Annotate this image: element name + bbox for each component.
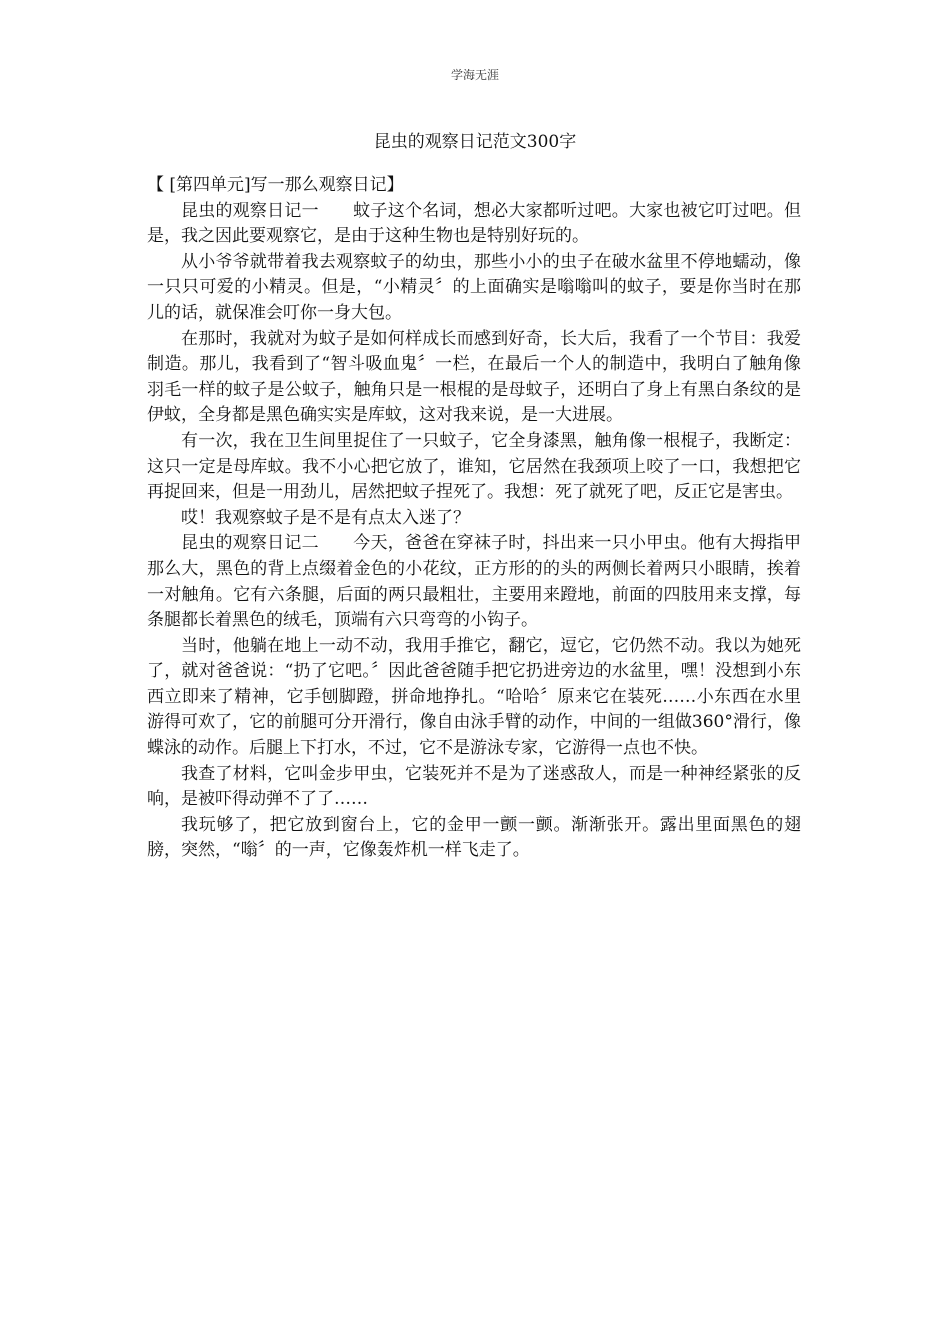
document-title: 昆虫的观察日记范文300字 [373,132,577,152]
paragraph: 当时，他躺在地上一动不动，我用手推它，翻它，逗它，它仍然不动。我以为她死了，就对爸爸说：“扔了它吧。〞因此爸爸随手把它扔进旁边的水盆里，嘿！没想到小东西立即来了精神，它手刨脚蹬，拼命地挣扎。“哈哈〞原来它在装死……小东西在水里游得可欢了，它的前腿可分开滑行，像自由泳手臂的动作，中间的一组做360°滑行，像蝶泳的动作。后腿上下打水，不过，它不是游泳专家，它游得一点也不快。 [147,635,801,759]
paragraph: 昆虫的观察日记一 蚊子这个名词，想必大家都听过吧。大家也被它叮过吧。但是，我之因此要观察它，是由于这种生物也是特别好玩的。 [147,200,801,247]
paragraph: 我玩够了，把它放到窗台上，它的金甲一颤一颤。渐渐张开。露出里面黑色的翅膀，突然，“嗡〞的一声，它像轰炸机一样飞走了。 [147,814,801,861]
paragraph: 从小爷爷就带着我去观察蚊子的幼虫，那些小小的虫子在破水盆里不停地蠕动，像一只只可爱的小精灵。但是，“小精灵〞的上面确实是嗡嗡叫的蚊子，要是你当时在那儿的话，就保准会叮你一身大包。 [147,251,801,323]
section-heading: 【 [第四单元]写一那么观察日记】 [147,175,404,195]
paragraph: 在那时，我就对为蚊子是如何样成长而感到好奇，长大后，我看了一个节目：我爱制造。那儿，我看到了“智斗吸血鬼〞一栏，在最后一个人的制造中，我明白了触角像羽毛一样的蚊子是公蚊子，触角只是一根棍的是母蚊子，还明白了身上有黑白条纹的是伊蚊，全身都是黑色确实实是库蚊，这对我来说，是一大进展。 [147,328,801,426]
paragraph: 昆虫的观察日记二 今天，爸爸在穿袜子时，抖出来一只小甲虫。他有大拇指甲那么大，黑色的背上点缀着金色的小花纹，正方形的的头的两侧长着两只小眼睛，挨着一对触角。它有六条腿，后面的两只最粗壮，主要用来蹬地，前面的四肢用来支撑，每条腿都长着黑色的绒毛，顶端有六只弯弯的小钩子。 [147,533,801,631]
paragraph: 我查了材料，它叫金步甲虫，它装死并不是为了迷惑敌人，而是一种神经紧张的反响，是被吓得动弹不了了…… [147,763,801,810]
paragraph: 哎！我观察蚊子是不是有点太入迷了？ [181,507,470,528]
paragraph: 有一次，我在卫生间里捉住了一只蚊子，它全身漆黑，触角像一根棍子，我断定：这只一定是母库蚊。我不小心把它放了，谁知，它居然在我颈项上咬了一口，我想把它再捉回来，但是一用劲儿，居然把蚊子捏死了。我想：死了就死了吧，反正它是害虫。 [147,430,801,503]
document-body [147,173,801,864]
page-header: 学海无涯 [450,68,499,82]
